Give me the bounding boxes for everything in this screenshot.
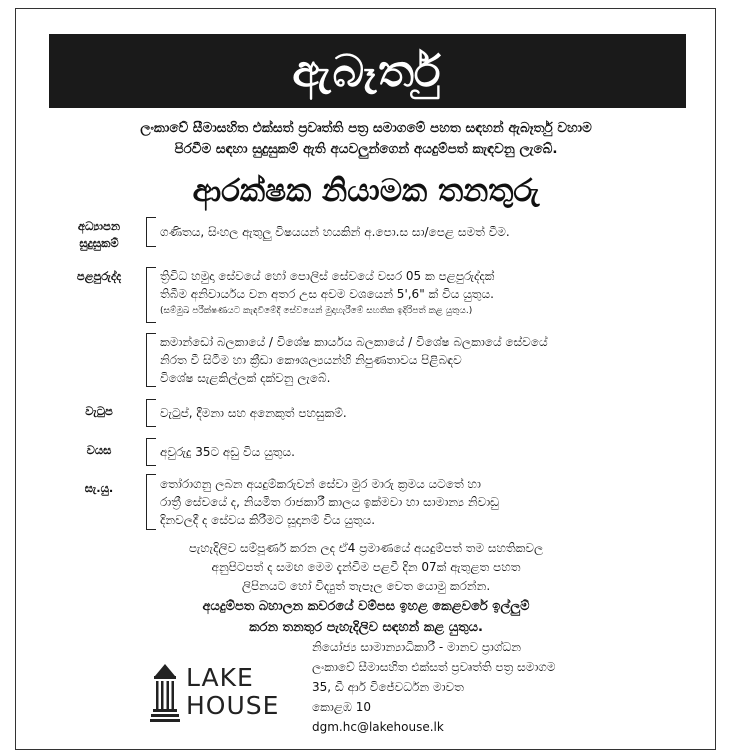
intro-text (40, 118, 692, 160)
salary-label: වැටුප (85, 404, 113, 418)
instructions-line-2: අනුපිටපත් ද සමඟ මෙම දැන්වීම පළවී දින 07ක් ඇතුළත පහත (211, 560, 521, 574)
logo-line-2: HOUSE (186, 691, 280, 720)
experience-note: (සම්මුඛ පරීක්ෂණයට කැඳවීමේදී සේවයෙන් මුදාහැරීමේ සහතික ඉදිරිපත් කළ යුතුය.) (160, 306, 473, 316)
experience-bracket-2 (146, 333, 156, 387)
note-label: සැ.යු. (84, 481, 114, 495)
lake-house-wordmark (186, 664, 279, 720)
age-bracket (146, 438, 156, 466)
contact-email[interactable]: dgm.hc@lakehouse.lk (312, 720, 444, 734)
instructions-line-1: පැහැදිලිව සම්පූර්ණ කරන ලද ඒ4 ප්‍රමාණයේ අයදුම්පත් තම සහතිකවල (188, 541, 544, 555)
address-line-4: කොළඹ 10 (312, 700, 371, 714)
intro-line-1: ලංකාවේ සීමාසහිත එක්සත් ප්‍රවෘත්ති පත්‍ර සමාගමේ පහත සඳහන් ඇබෑර්තු වහාම (140, 120, 592, 136)
banner-title: ඇබෑර්තු (292, 45, 443, 97)
note-line-1: තෝරාගනු ලබන අයදුම්කරුවන් සේවා මුර මාරු ක්‍රමය යටතේ හා (160, 477, 481, 491)
experience-paragraph-2 (160, 333, 680, 387)
experience-bracket-1 (146, 267, 156, 323)
education-label (58, 218, 140, 252)
note-text (160, 475, 680, 529)
envelope-instruction (60, 596, 672, 638)
logo-line-1: LAKE (186, 663, 254, 692)
experience-label: පළපුරුද්ද (76, 269, 122, 283)
envelope-line-2: කරන තනතුර පැහැදිලිව සඳහන් කළ යුතුය. (249, 620, 483, 635)
address-line-2: ලංකාවේ සීමාසහිත එක්සත් ප්‍රවෘත්ති පත්‍ර සමාගම (312, 660, 556, 674)
note-bracket (146, 474, 156, 530)
education-label-line-2: සුදුසුකම් (79, 236, 119, 250)
experience-line-2: තිබීම අනිවාර්යය වන අතර උස අවම වශයෙන් 5',6" ක් විය යුතුය. (160, 287, 494, 301)
age-label: වයස (86, 443, 112, 457)
note-line-3: දිනවලදී ද සේවය කිරීමට සූදානම් විය යුතුය. (160, 513, 376, 527)
application-instructions (60, 539, 672, 596)
vacancies-banner (49, 34, 686, 108)
experience-line-1: ත්‍රිවිධ හමුදා සේවයේ හෝ පොලිස් සේවයේ වසර 05 ක පළපුරුද්දක් (160, 269, 495, 283)
experience-text (160, 267, 680, 319)
experience-para2-line-1: කමාන්ඩෝ බලකායේ / විශේෂ කාර්යය බලකායේ / විශේෂ බලකායේ සේවයේ (160, 335, 548, 349)
envelope-line-1: අයදුම්පත බහාලන කවරයේ වම්පස ඉහළ කෙළවරේ ඉල්ලුම් (202, 599, 530, 614)
address-line-1: නියෝජ්‍ය සාමාන්‍යාධිකාරී - මානව ප්‍රාග්ධන (312, 640, 522, 654)
salary-bracket (146, 399, 156, 427)
note-line-2: රාත්‍රී සේවයේ ද, නියමිත රාජකාරී කාලය ඉක්මවා හා සාමාන්‍ය නිවාඩු (160, 495, 500, 509)
address-line-3: 35, ඩී ආර් විජේවර්ධන මාවත (312, 680, 464, 694)
education-label-line-1: අධ්‍යාපන (77, 219, 121, 233)
experience-para2-line-2: නිරත වී සිටීම හා ක්‍රීඩා කෞශල්‍යයන්හි නිපුණතාවය පිළිබඳව (160, 353, 462, 367)
post-title: ආරක්ෂක නියාමක තනතුරු (192, 173, 540, 209)
contact-address (312, 637, 712, 737)
education-text: ගණිතය, සිංහල ඇතුලු විෂයයන් හයකින් අ.පො.ස සා/පෙළ සමත් වීම. (160, 225, 510, 239)
salary-text: වැටුප්, දීමනා සහ අනෙකුත් පහසුකම්. (160, 406, 347, 420)
instructions-line-3: ලිපිනයට හෝ විද්‍යුත් තැපෑල වෙත යොමු කරන්න. (241, 579, 491, 593)
intro-line-2: පිරවීම සඳහා සුදුසුකම් ඇති අයවලුන්ගෙන් අයදුම්පත් කැඳවනු ලැබේ. (174, 141, 558, 157)
lake-house-building-icon (150, 662, 180, 724)
experience-para2-line-3: විශේෂ සැළකිල්ලක් දක්වනු ලැබේ. (160, 371, 331, 385)
education-bracket (146, 217, 156, 247)
age-text: අවුරුදු 35ට අඩු විය යුතුය. (160, 445, 295, 459)
